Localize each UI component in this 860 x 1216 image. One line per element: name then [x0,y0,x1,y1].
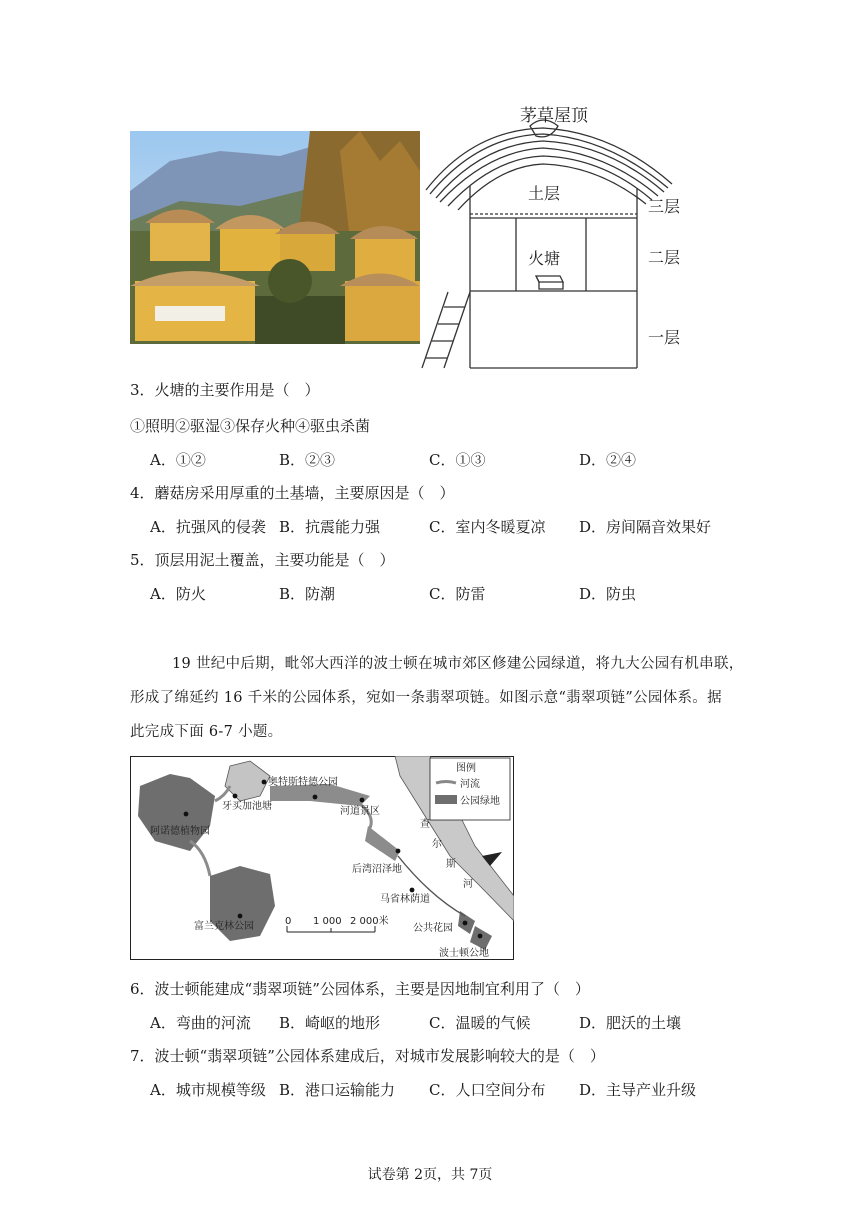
question-5-stem: 5．顶层用泥土覆盖，主要功能是（ ） [130,551,395,569]
label-olmsted: 奥特斯特德公园 [268,777,338,788]
question-5-option-d: D．防虫 [579,585,637,603]
floor3-label: 三层 [648,197,681,216]
legend-title: 图例 [456,763,476,774]
label-mall: 马省林荫道 [380,894,430,905]
question-5-option-b: B．防潮 [279,585,336,603]
question-3-option-c: C．①③ [429,451,486,469]
question-7-option-c: C．人口空间分布 [429,1081,546,1099]
passage-line-1: 19 世纪中后期，毗邻大西洋的波士顿在城市郊区修建公园绿道，将九大公园有机串联， [172,656,744,672]
question-6-option-d: D．肥沃的土壤 [579,1014,682,1032]
question-7-option-b: B．港口运输能力 [279,1081,396,1099]
label-garden: 公共花园 [413,923,453,934]
river-char-4: 河 [463,879,473,890]
page-footer: 试卷第 2页，共 7页 [367,1167,493,1183]
river-char-1: 查 [420,819,430,830]
question-6-option-c: C．温暖的气候 [429,1014,531,1032]
question-3-option-b: B．②③ [279,451,336,469]
river-char-3: 斯 [446,859,456,870]
passage-line-2: 形成了绵延约 16 千米的公园体系，宛如一条翡翠项链。如图示意“翡翠项链”公园体系。据 [130,690,722,706]
question-3-substem: ①照明②驱湿③保存火种④驱虫杀菌 [130,417,371,435]
passage-line-3: 此完成下面 6-7 小题。 [130,724,283,740]
question-4-option-d: D．房间隔音效果好 [579,518,712,536]
soil-layer-label: 土层 [528,184,561,203]
question-7-option-d: D．主导产业升级 [579,1081,697,1099]
question-7-option-a: A．城市规模等级 [150,1081,266,1099]
question-4-option-b: B．抗震能力强 [279,518,381,536]
emerald-necklace-map [130,756,514,960]
river-char-2: 尔 [432,839,442,850]
question-4-option-a: A．抗强风的侵袭 [150,518,266,536]
roof-label: 茅草屋顶 [520,106,588,126]
label-fens: 后湾沼泽地 [352,864,402,875]
label-arnold: 阿诺德植物园 [150,826,210,837]
scale-2000: 2 000米 [350,916,389,927]
question-4-stem: 4．蘑菇房采用厚重的土基墙，主要原因是（ ） [130,484,455,502]
question-6-option-b: B．崎岖的地形 [279,1014,381,1032]
question-3-option-a: A．①② [150,451,206,469]
label-riverway: 河道景区 [340,806,380,817]
question-6-stem: 6．波士顿能建成“翡翠项链”公园体系，主要是因地制宜利用了（ ） [130,980,590,998]
question-5-option-c: C．防雷 [429,585,486,603]
mushroom-house-photo [130,131,420,344]
legend-river: 河流 [460,779,480,790]
label-common: 波士顿公地 [439,948,489,959]
house-cross-section-diagram [418,96,718,376]
scale-1000: 1 000 [313,916,342,927]
question-3-option-d: D．②④ [579,451,637,469]
question-5-option-a: A．防火 [150,585,206,603]
question-3-stem: 3．火塘的主要作用是（ ） [130,381,320,399]
label-jamaica: 牙买加池塘 [222,801,272,812]
scale-0: 0 [285,916,292,927]
question-6-option-a: A．弯曲的河流 [150,1014,251,1032]
legend-park: 公园绿地 [460,796,500,807]
floor1-label: 一层 [648,328,681,347]
question-7-stem: 7．波士顿“翡翠项链”公园体系建成后，对城市发展影响较大的是（ ） [130,1047,605,1065]
floor2-label: 二层 [648,248,681,267]
question-4-option-c: C．室内冬暖夏凉 [429,518,546,536]
fire-pit-label: 火塘 [528,249,561,268]
label-franklin: 富兰克林公园 [194,921,254,932]
